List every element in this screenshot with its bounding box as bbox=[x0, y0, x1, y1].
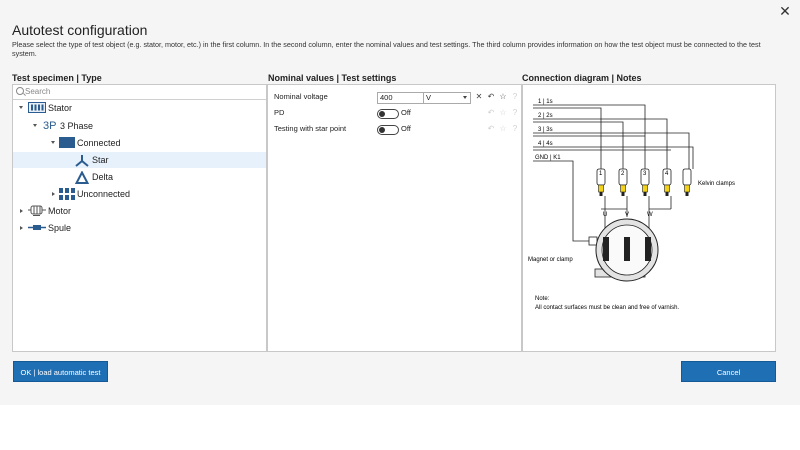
clear-icon[interactable]: ✕ bbox=[475, 92, 483, 101]
settings-column-header: Nominal values | Test settings bbox=[268, 73, 397, 83]
setting-row-pd bbox=[274, 106, 519, 120]
collapse-arrow-icon[interactable] bbox=[52, 192, 55, 196]
expand-arrow-icon[interactable] bbox=[51, 141, 55, 144]
help-icon: ? bbox=[512, 124, 518, 133]
connector-label-4: 4 | 4s bbox=[538, 141, 553, 147]
tree-label-delta: Delta bbox=[92, 172, 114, 182]
settings-panel bbox=[267, 84, 522, 352]
specimen-panel bbox=[12, 84, 267, 352]
help-icon: ? bbox=[512, 108, 518, 117]
tree-label-motor: Motor bbox=[48, 206, 72, 216]
tree-item-delta[interactable] bbox=[13, 169, 266, 185]
connected-icon bbox=[59, 137, 75, 148]
ok-load-test-button[interactable]: OK | load automatic test bbox=[13, 361, 108, 382]
connector-label-2: 2 | 2s bbox=[538, 113, 553, 119]
search-icon bbox=[16, 87, 24, 95]
pd-toggle[interactable] bbox=[377, 109, 399, 119]
search-box bbox=[13, 85, 266, 100]
note-title: Note: bbox=[535, 296, 550, 302]
tree-label-stator: Stator bbox=[48, 103, 73, 113]
tree-item-spule[interactable] bbox=[13, 220, 266, 236]
coil-icon bbox=[28, 222, 46, 233]
note-text: All contact surfaces must be clean and free of varnish. bbox=[535, 305, 680, 311]
star-point-toggle[interactable] bbox=[377, 125, 399, 135]
diagram-panel bbox=[522, 84, 776, 352]
clamp-number-3: 3 bbox=[643, 171, 647, 177]
favorite-star-icon: ☆ bbox=[499, 108, 507, 117]
favorite-star-icon[interactable]: ☆ bbox=[499, 92, 507, 101]
expand-arrow-icon[interactable] bbox=[19, 106, 23, 109]
clamp-number-2: 2 bbox=[621, 171, 625, 177]
chevron-down-icon bbox=[463, 96, 467, 99]
clamp-number-4: 4 bbox=[665, 171, 669, 177]
cancel-button[interactable]: Cancel bbox=[681, 361, 776, 382]
unconnected-icon bbox=[59, 188, 75, 200]
collapse-arrow-icon[interactable] bbox=[20, 226, 23, 230]
connector-label-gnd: GND | K1 bbox=[535, 155, 561, 161]
connection-diagram bbox=[523, 85, 775, 351]
tree-label-unconnected: Unconnected bbox=[77, 189, 131, 199]
star-point-toggle-state: Off bbox=[401, 124, 411, 133]
toggle-knob bbox=[379, 127, 385, 133]
specimen-column-header: Test specimen | Type bbox=[12, 73, 102, 83]
collapse-arrow-icon[interactable] bbox=[20, 209, 23, 213]
favorite-star-icon: ☆ bbox=[499, 124, 507, 133]
expand-arrow-icon[interactable] bbox=[33, 124, 37, 127]
magnet-label: Magnet or clamp bbox=[528, 257, 573, 263]
reset-icon: ↶ bbox=[487, 108, 495, 117]
motor-icon bbox=[28, 205, 46, 216]
tree-label-spule: Spule bbox=[48, 223, 72, 233]
tree-label-3-phase: 3 Phase bbox=[60, 121, 94, 131]
tree-item-stator[interactable] bbox=[13, 100, 266, 116]
search-input[interactable] bbox=[25, 86, 260, 97]
tree-item-motor[interactable] bbox=[13, 203, 266, 219]
close-icon[interactable]: ✕ bbox=[779, 3, 791, 19]
nominal-voltage-input[interactable]: 400 bbox=[377, 92, 425, 104]
reset-icon: ↶ bbox=[487, 124, 495, 133]
setting-row-nominal-voltage bbox=[274, 90, 519, 104]
unit-select[interactable] bbox=[423, 92, 471, 104]
star-connection-icon bbox=[75, 154, 89, 167]
connector-label-1: 1 | 1s bbox=[538, 99, 553, 105]
clamp-number-1: 1 bbox=[599, 171, 603, 177]
star-point-label: Testing with star point bbox=[274, 124, 347, 133]
help-icon: ? bbox=[512, 92, 518, 101]
connector-label-3: 3 | 3s bbox=[538, 127, 553, 133]
dialog-title: Autotest configuration bbox=[12, 22, 148, 38]
unit-select-value: V bbox=[426, 93, 432, 102]
diagram-column-header: Connection diagram | Notes bbox=[522, 73, 642, 83]
stator-icon bbox=[28, 102, 46, 113]
delta-connection-icon bbox=[75, 171, 89, 184]
reset-icon[interactable]: ↶ bbox=[487, 92, 495, 101]
clamp-icon bbox=[683, 169, 691, 196]
phase-label-u: U bbox=[603, 212, 608, 218]
three-phase-icon: 3P bbox=[43, 120, 57, 132]
kelvin-clamps-label: Kelvin clamps bbox=[698, 181, 736, 187]
phase-label-w: W bbox=[647, 212, 653, 218]
pd-toggle-state: Off bbox=[401, 108, 411, 117]
toggle-knob bbox=[379, 111, 385, 117]
tree-item-3-phase[interactable] bbox=[13, 118, 266, 134]
dialog-description: Please select the type of test object (e.g. stator, motor, etc.) in the first column. In the second column, enter the nominal values and test settings. The third column provides information on how the test object must be connected to the test system. bbox=[12, 40, 761, 58]
motor-drawing bbox=[589, 219, 658, 281]
tree-label-connected: Connected bbox=[77, 138, 121, 148]
nominal-voltage-label: Nominal voltage bbox=[274, 92, 328, 101]
phase-label-v: V bbox=[625, 212, 630, 218]
tree-label-star: Star bbox=[92, 155, 109, 165]
tree-item-unconnected[interactable] bbox=[13, 186, 266, 202]
tree-item-connected[interactable] bbox=[13, 135, 266, 151]
tree-item-star[interactable] bbox=[13, 152, 266, 168]
pd-label: PD bbox=[274, 108, 285, 117]
setting-row-star-point bbox=[274, 122, 519, 136]
